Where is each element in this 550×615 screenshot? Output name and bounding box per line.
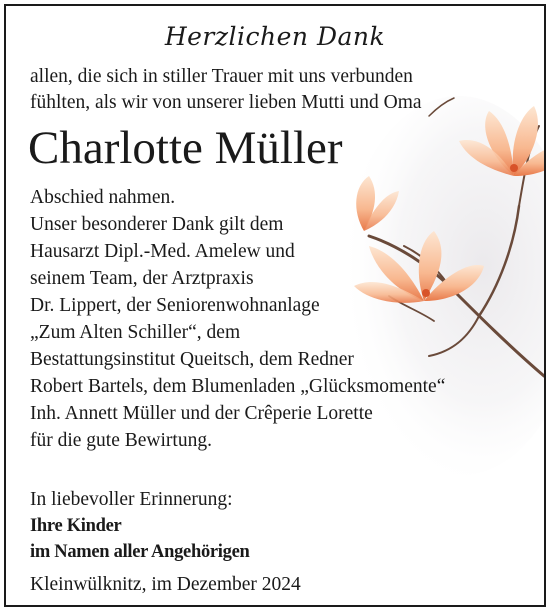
closing-block: [30, 487, 250, 565]
body-line: für die gute Bewirtung.: [30, 430, 212, 451]
thanks-text: [30, 184, 445, 454]
body-line: seinem Team, der Arztpraxis: [30, 268, 254, 289]
obituary-card: [4, 4, 546, 607]
heading: Herzlichen Dank: [164, 22, 386, 51]
intro-line: fühlten, als wir von unserer lieben Mutti und Oma: [30, 92, 422, 113]
intro-line: allen, die sich in stiller Trauer mit uns verbunden: [30, 66, 413, 87]
body-line: Abschied nahmen.: [30, 187, 176, 208]
body-line: Dr. Lippert, der Seniorenwohnanlage: [30, 295, 320, 316]
remembrance-line: In liebevoller Erinnerung:: [30, 489, 233, 510]
signature-relatives: im Namen aller Angehörigen: [30, 542, 250, 562]
signature-children: Ihre Kinder: [30, 516, 122, 536]
body-line: Inh. Annett Müller und der Crêperie Lorette: [30, 403, 373, 424]
body-line: Hausarzt Dipl.-Med. Amelew und: [30, 241, 295, 262]
intro-text: [30, 64, 422, 116]
place-date: Kleinwülknitz, im Dezember 2024: [30, 574, 301, 595]
body-line: „Zum Alten Schiller“, dem: [30, 322, 241, 343]
body-line: Bestattungsinstitut Queitsch, dem Redner: [30, 349, 354, 370]
body-line: Robert Bartels, dem Blumenladen „Glücksmomente“: [30, 376, 446, 397]
body-line: Unser besonderer Dank gilt dem: [30, 214, 284, 235]
deceased-name: Charlotte Müller: [28, 122, 343, 174]
